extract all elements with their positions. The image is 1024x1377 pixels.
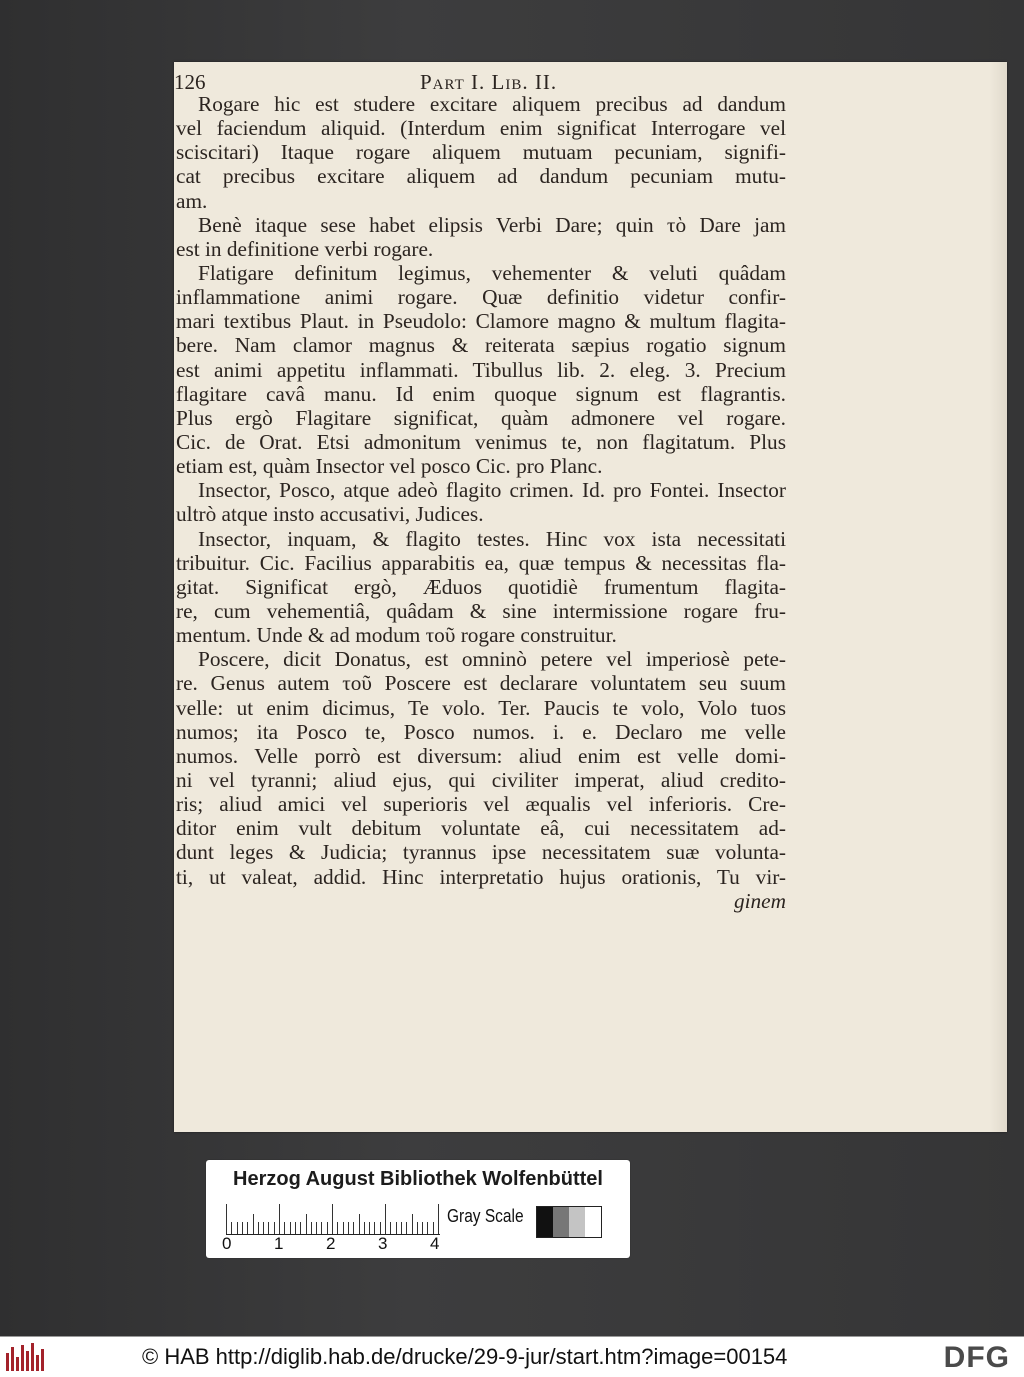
ruler-tick [332,1204,333,1234]
ruler-label: 3 [378,1234,388,1253]
gray-swatch [537,1207,553,1237]
ruler-label: 0 [222,1234,232,1253]
ruler-tick [321,1222,322,1234]
ruler-tick [348,1222,349,1234]
gray-scale-label: Gray Scale [447,1206,524,1226]
logo-bar [26,1351,29,1371]
logo-bar [6,1353,9,1371]
text-line: ris; aliud amici vel superioris vel æqualis vel inferioris. Cre- [176,792,786,817]
logo-bar [31,1343,34,1371]
logo-bar [41,1349,44,1371]
hab-logo-icon [6,1343,46,1371]
ruler-tick [390,1222,391,1234]
text-line: ultrò atque insto accusativi, Judices. [176,502,484,527]
text-line: est in definitione verbi rogare. [176,236,434,261]
ruler-label: 1 [274,1234,284,1253]
ruler-tick [406,1222,407,1234]
text-line: velle: ut enim dicimus, Te volo. Ter. Paucis te volo, Volo tuos [176,695,786,720]
ruler-tick [374,1222,375,1234]
ruler-tick [306,1214,307,1234]
text-line: Benè itaque sese habet elipsis Verbi Dare; quin τὸ Dare jam [198,212,786,237]
text-line: numos; ita Posco te, Posco numos. i. e. Declaro me velle [176,719,786,744]
page-text-block [176,92,786,913]
ruler-tick [369,1222,370,1234]
centimeter-ruler [226,1202,440,1235]
text-line: est animi appetitu inflammati. Tibullus lib. 2. eleg. 3. Precium [176,357,786,382]
ruler-tick [284,1222,285,1234]
text-line: ti, ut valeat, addid. Hinc interpretatio hujus orationis, Tu vir- [176,864,786,889]
text-line: ditor enim vult debitum voluntate eâ, cui necessitatem ad- [176,816,786,841]
ruler-tick [353,1222,354,1234]
ruler-tick [247,1222,248,1234]
footer-copyright-url[interactable]: © HAB http://diglib.hab.de/drucke/29-9-jur/start.htm?image=00154 [142,1344,788,1369]
ruler-tick [237,1222,238,1234]
ruler-tick [422,1222,423,1234]
ruler-tick [380,1222,381,1234]
text-line: flagitare cavâ manu. Id enim quoque signum est flagrantis. [176,381,786,406]
text-line: bere. Nam clamor magnus & reiterata sæpius rogatio signum [176,333,786,358]
gray-swatch [569,1207,585,1237]
gray-scale-swatch [536,1206,602,1238]
ruler-tick [412,1214,413,1234]
text-line: Poscere, dicit Donatus, est omninò petere vel imperiosè pete- [198,647,786,672]
text-line: re. Genus autem τοῦ Poscere est declarare voluntatem seu suum [176,671,786,696]
text-line: mentum. Unde & ad modum τοῦ rogare construitur. [176,623,617,648]
ruler-label: 4 [430,1234,440,1253]
ruler-tick [226,1204,227,1234]
page-number: 126 [174,70,206,94]
text-line: Rogare hic est studere excitare aliquem precibus ad dandum [198,92,786,116]
page-edge-shadow [989,62,1007,1132]
ruler-tick [364,1222,365,1234]
ruler-tick [268,1222,269,1234]
ruler-tick [300,1222,301,1234]
ruler-tick [253,1214,254,1234]
text-line: vel faciendum aliquid. (Interdum enim significat Interrogare vel [176,116,786,141]
ruler-tick [337,1222,338,1234]
gray-swatch [585,1207,601,1237]
text-line: ni vel tyranni; aliud ejus, qui civiliter imperat, aliud credito- [176,767,786,792]
text-line: cat precibus excitare aliquem ad dandum pecuniam mutu- [176,164,786,189]
ruler-tick [263,1222,264,1234]
ruler-tick [396,1222,397,1234]
ruler-label: 2 [326,1234,336,1253]
ruler-tick [427,1222,428,1234]
ruler-tick [295,1222,296,1234]
ruler-tick [290,1222,291,1234]
logo-bar [11,1347,14,1371]
ruler-tick [279,1204,280,1234]
text-line: Flatigare definitum legimus, vehementer & veluti quâdam [198,260,786,285]
text-line: dunt leges & Judicia; tyrannus ipse necessitatem suæ volunta- [176,840,786,865]
ruler-tick [417,1222,418,1234]
ruler-tick [359,1214,360,1234]
text-line: inflammatione animi rogare. Quæ definitio videtur confir- [176,285,786,310]
ruler-tick [438,1204,439,1234]
text-line: etiam est, quàm Insector vel posco Cic. pro Planc. [176,454,603,479]
text-line: ginem [733,888,786,913]
ruler-labels [220,1234,460,1254]
gray-swatch [553,1207,569,1237]
ruler-tick [433,1222,434,1234]
ruler-tick [316,1222,317,1234]
ruler-tick [242,1222,243,1234]
ruler-tick [274,1222,275,1234]
ruler-tick [385,1204,386,1234]
text-line: numos. Velle porrò est diversum: aliud enim est velle domi- [176,743,786,768]
footer-bar [0,1336,1024,1377]
text-line: tribuitur. Cic. Facilius apparabitis ea, quæ tempus & necessitas fla- [176,550,786,575]
logo-bar [16,1357,19,1371]
reference-card [206,1160,630,1258]
text-line: sciscitari) Itaque rogare aliquem mutuam pecuniam, signifi- [176,140,786,165]
text-line: Cic. de Orat. Etsi admonitum venimus te, non flagitatum. Plus [176,429,786,454]
text-line: Insector, inquam, & flagito testes. Hinc vox ista necessitati [198,526,786,551]
text-line: am. [176,188,208,213]
text-line: mari textibus Plaut. in Pseudolo: Clamore magno & multum flagita- [176,309,786,334]
ruler-tick [327,1222,328,1234]
ruler-tick [258,1222,259,1234]
ruler-tick [311,1222,312,1234]
ruler-tick [401,1222,402,1234]
logo-bar [36,1355,39,1371]
ruler-tick [231,1222,232,1234]
text-line: Insector, Posco, atque adeò flagito crimen. Id. pro Fontei. Insector [198,478,786,503]
ruler-tick [343,1222,344,1234]
library-name: Herzog August Bibliothek Wolfenbüttel [233,1168,603,1190]
text-line: gitat. Significat ergò, Æduos quotidiè frumentum flagita- [176,574,786,599]
text-line: Plus ergò Flagitare significat, quàm admonere vel rogare. [176,405,786,430]
running-title: Part I. Lib. II. [420,70,558,94]
dfg-logo: DFG [943,1341,1010,1374]
text-line: re, cum vehementiâ, quâdam & sine intermissione rogare fru- [176,598,786,623]
logo-bar [21,1345,24,1371]
